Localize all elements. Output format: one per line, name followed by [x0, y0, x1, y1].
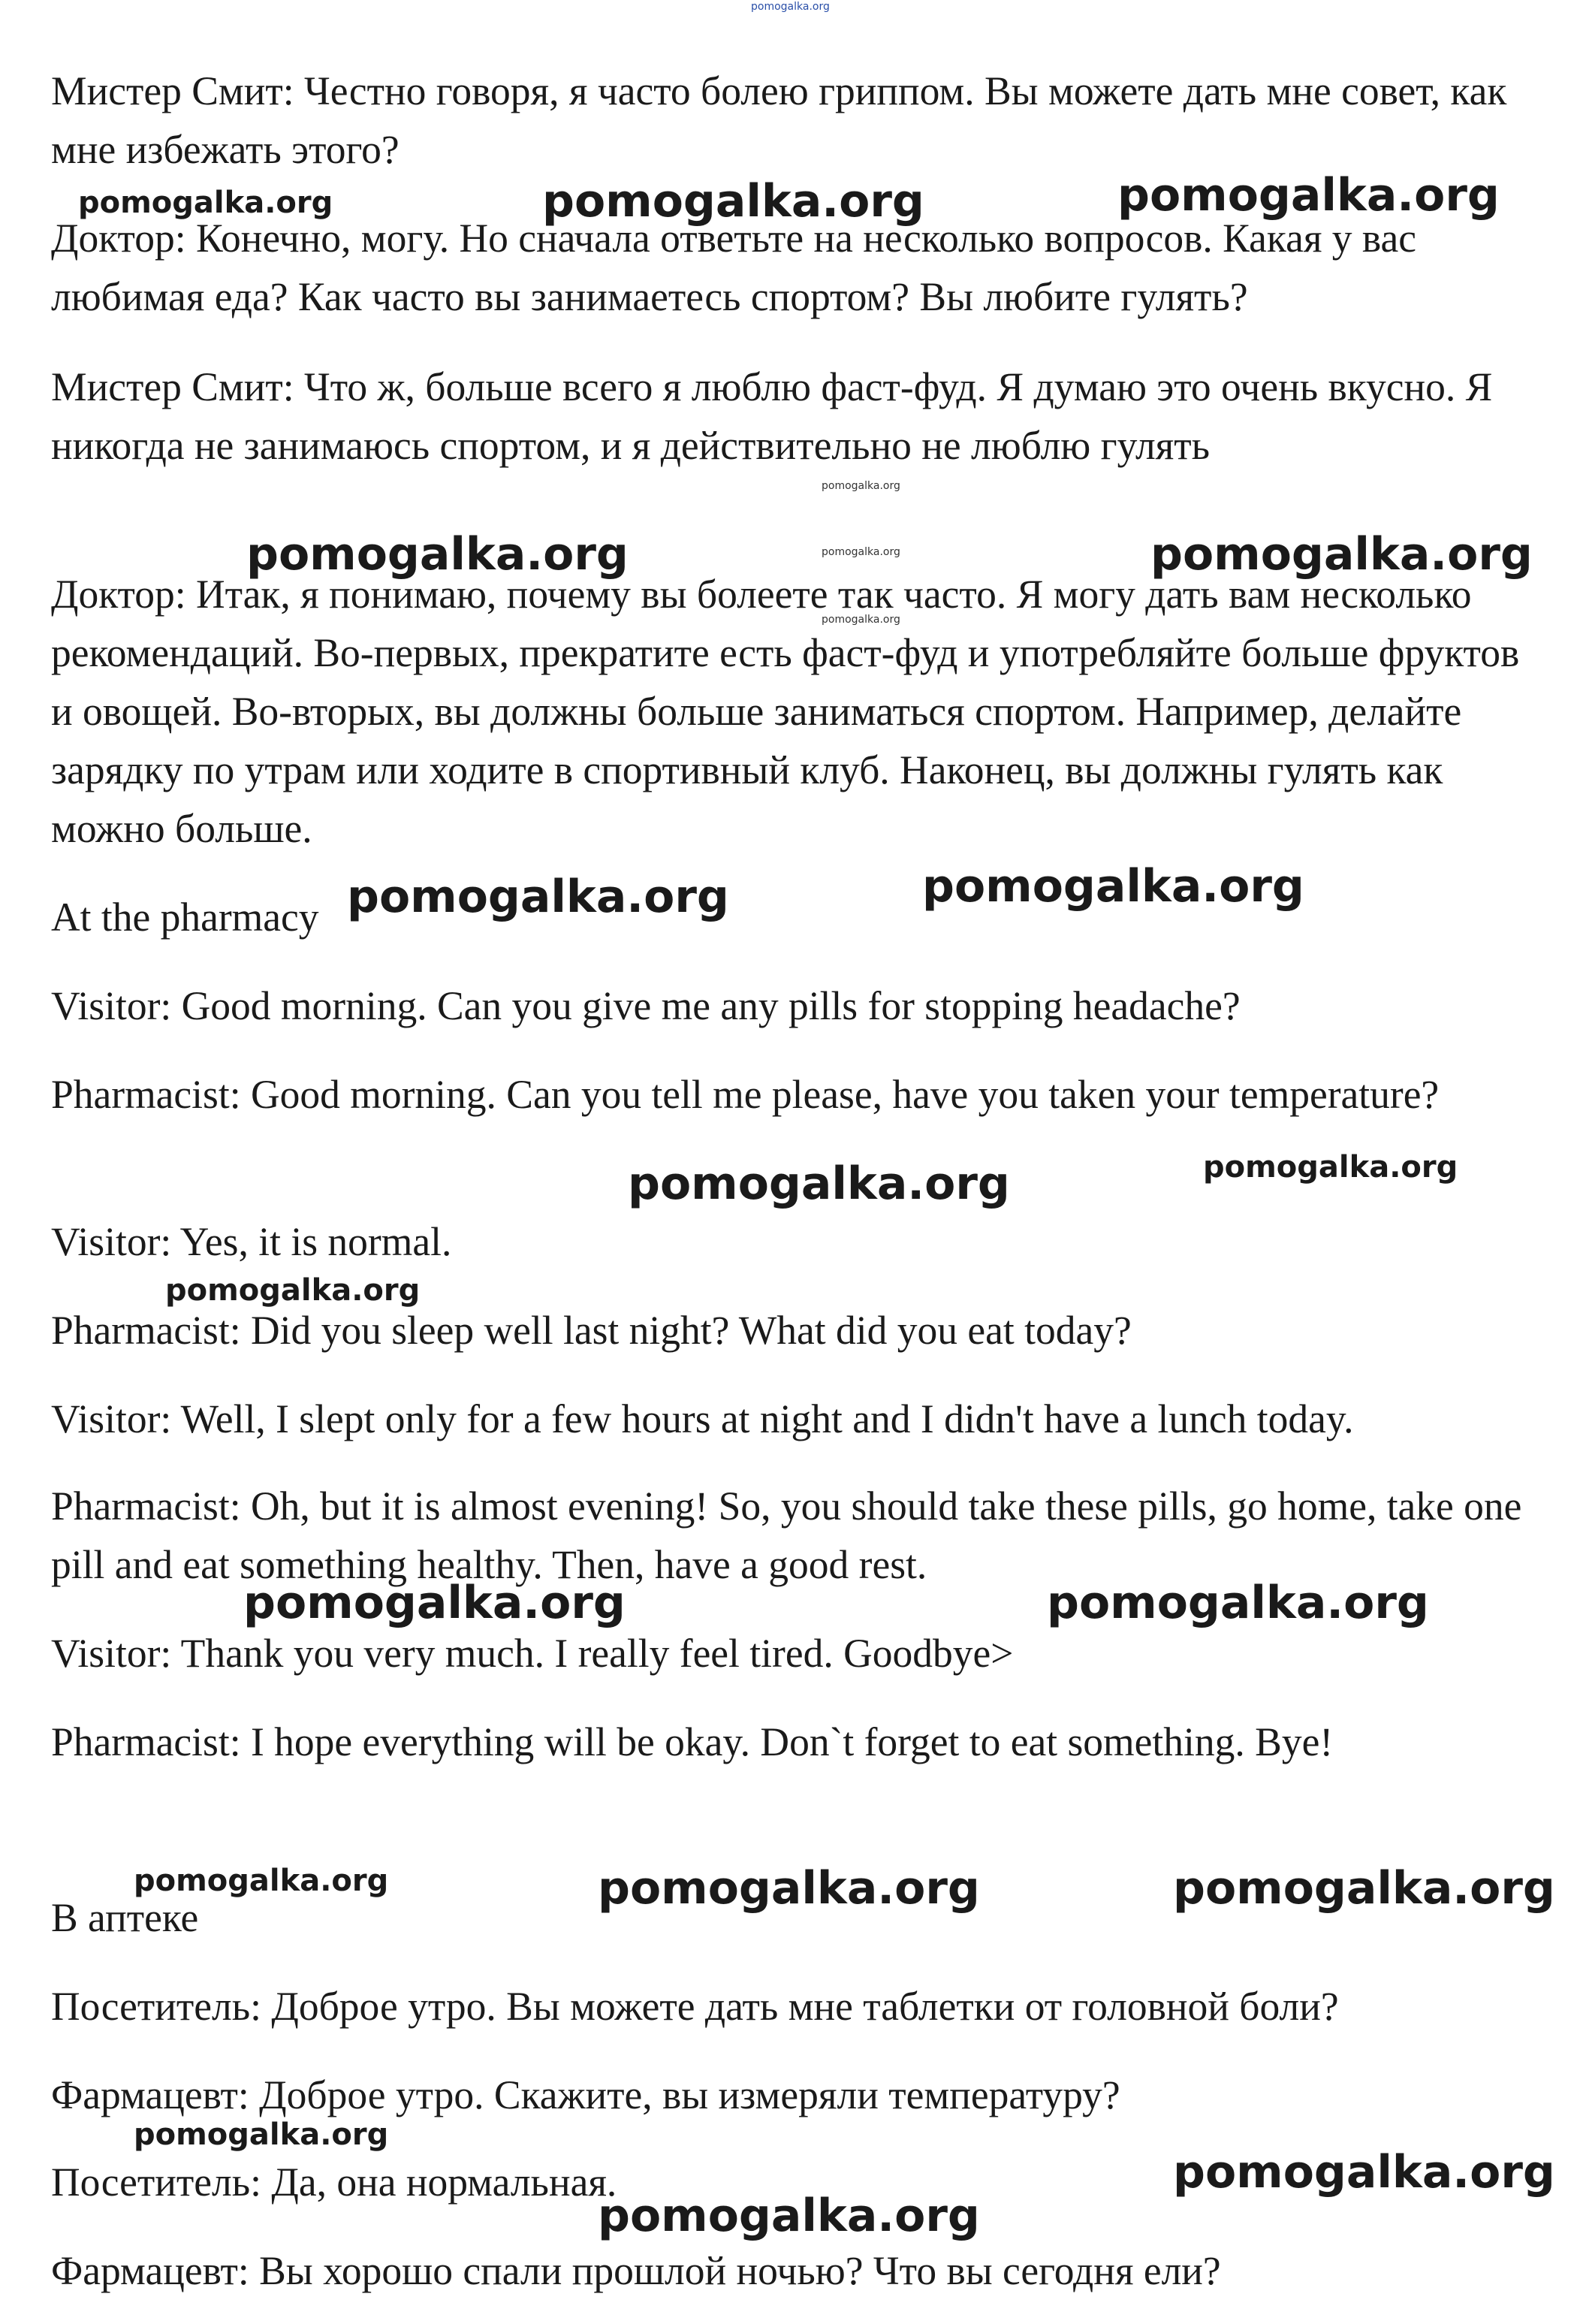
watermark: pomogalka.org [246, 528, 629, 581]
paragraph-mr-smith-2: Мистер Смит: Что ж, больше всего я люблю фаст-фуд. Я думаю это очень вкусно. Я никогда не занимаюсь спортом, и я действительно не люблю гулять [51, 364, 1493, 468]
paragraph-posetitel-2: Посетитель: Да, она нормальная. [51, 2160, 617, 2205]
heading-at-the-pharmacy: At the pharmacy [51, 895, 319, 940]
watermark: pomogalka.org [1047, 1577, 1429, 1629]
watermark: pomogalka.org [542, 175, 924, 228]
paragraph-visitor-2: Visitor: Yes, it is normal. [51, 1219, 452, 1264]
watermark: pomogalka.org [1173, 2146, 1555, 2199]
watermark: pomogalka.org [1117, 169, 1500, 222]
paragraph-mr-smith-1: Мистер Смит: Честно говоря, я часто болею гриппом. Вы можете дать мне совет, как мне избежать этого? [51, 68, 1507, 172]
paragraph-visitor-3: Visitor: Well, I slept only for a few hours at night and I didn't have a lunch today. [51, 1396, 1354, 1441]
watermark-top: pomogalka.org [751, 1, 830, 13]
watermark: pomogalka.org [1173, 1862, 1555, 1915]
watermark: pomogalka.org [822, 546, 900, 558]
heading-v-apteke: В аптеке [51, 1895, 199, 1940]
watermark: pomogalka.org [822, 614, 900, 626]
watermark: pomogalka.org [598, 2190, 980, 2242]
paragraph-farmatsevt-1: Фармацевт: Доброе утро. Скажите, вы измеряли температуру? [51, 2072, 1120, 2117]
watermark: pomogalka.org [134, 1864, 389, 1898]
paragraph-pharmacist-3: Pharmacist: Oh, but it is almost evening! So, you should take these pills, go home, take one pill and eat something healthy. Then, have a good rest. [51, 1483, 1522, 1587]
watermark: pomogalka.org [598, 1862, 980, 1915]
paragraph-pharmacist-2: Pharmacist: Did you sleep well last night? What did you eat today? [51, 1308, 1132, 1353]
watermark: pomogalka.org [1150, 528, 1533, 581]
paragraph-visitor-1: Visitor: Good morning. Can you give me any pills for stopping headache? [51, 983, 1241, 1028]
watermark: pomogalka.org [165, 1273, 421, 1308]
watermark: pomogalka.org [922, 860, 1304, 913]
paragraph-posetitel-1: Посетитель: Доброе утро. Вы можете дать мне таблетки от головной боли? [51, 1984, 1339, 2029]
paragraph-visitor-4: Visitor: Thank you very much. I really feel tired. Goodbye> [51, 1631, 1014, 1676]
paragraph-doctor-1: Доктор: Конечно, могу. Но сначала ответьте на несколько вопросов. Какая у вас любимая еда? Как часто вы занимаетесь спортом? Вы любите гулять? [51, 216, 1416, 319]
paragraph-pharmacist-4: Pharmacist: I hope everything will be okay. Don`t forget to eat something. Bye! [51, 1719, 1334, 1764]
watermark: pomogalka.org [1203, 1150, 1458, 1185]
watermark: pomogalka.org [628, 1157, 1010, 1210]
watermark: pomogalka.org [347, 871, 729, 923]
watermark: pomogalka.org [134, 2117, 389, 2152]
paragraph-pharmacist-1: Pharmacist: Good morning. Can you tell me please, have you taken your temperature? [51, 1072, 1440, 1117]
paragraph-doctor-2: Доктор: Итак, я понимаю, почему вы болеете так часто. Я могу дать вам несколько рекомендаций. Во-первых, прекратите есть фаст-фуд и употребляйте больше фруктов и овощей. Во-вторых, вы должны больше заниматься спортом. Например, делайте зарядку по утрам или ходите в спортивный клуб. Наконец, вы должны гулять как можно больше. [51, 572, 1520, 851]
watermark: pomogalka.org [78, 186, 333, 220]
watermark: pomogalka.org [243, 1577, 626, 1629]
paragraph-farmatsevt-2: Фармацевт: Вы хорошо спали прошлой ночью? Что вы сегодня ели? [51, 2248, 1221, 2293]
watermark: pomogalka.org [822, 480, 900, 492]
